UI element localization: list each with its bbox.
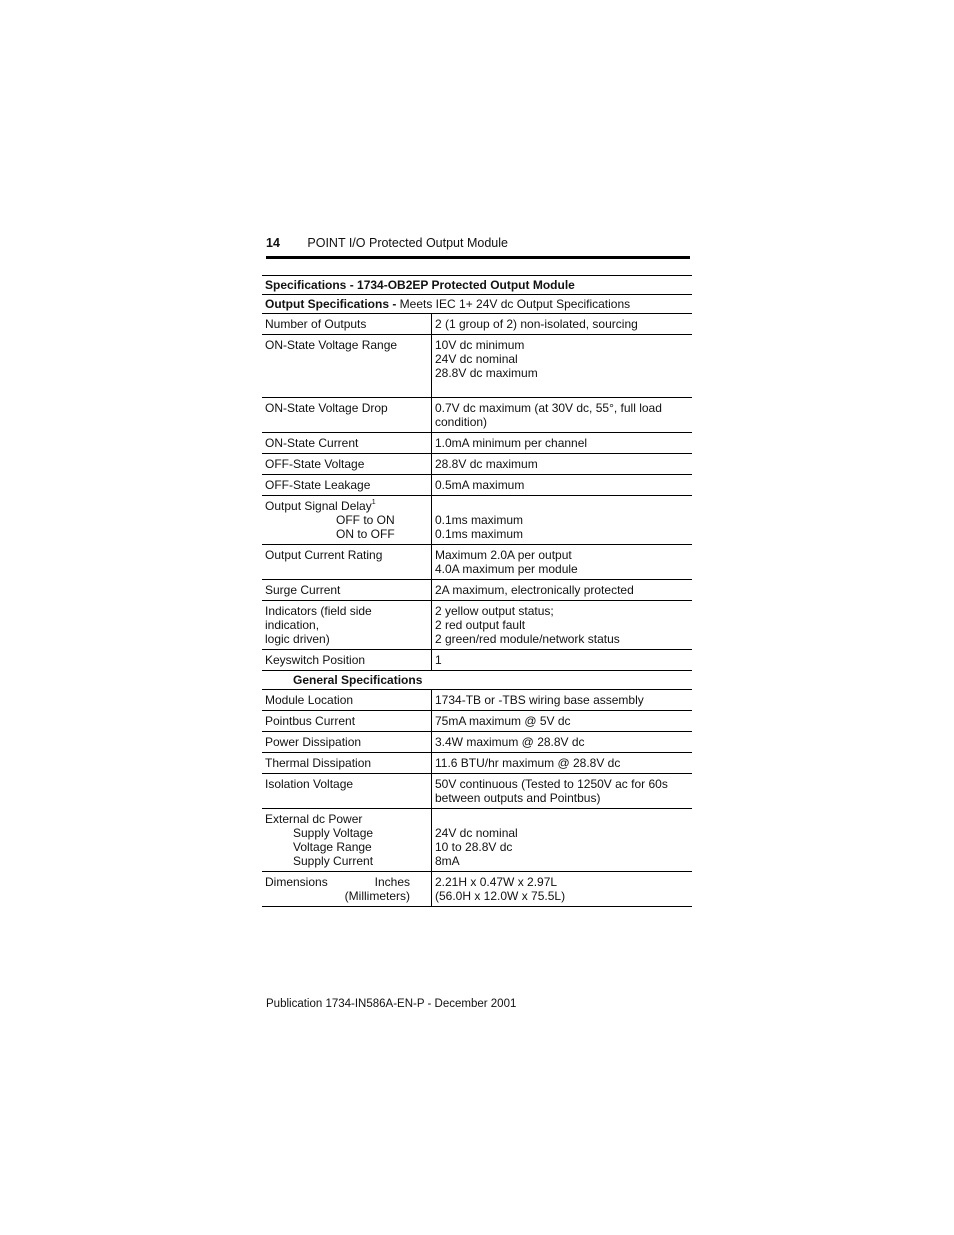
footnote-marker: 1 [371, 499, 376, 506]
output-section-title: Output Specifications - [265, 297, 400, 311]
row-value [432, 601, 693, 650]
row-label: Power Dissipation [262, 732, 432, 753]
sub-label: Supply Current [293, 854, 374, 868]
table-row [262, 601, 692, 650]
table-row [262, 872, 692, 907]
row-label: ON-State Current [262, 433, 432, 454]
row-label [262, 872, 432, 907]
unit-label: Inches [374, 875, 410, 889]
value-line: 2 yellow output status; [435, 604, 554, 618]
sub-label: OFF to ON [336, 513, 395, 527]
spec-table [262, 275, 692, 907]
row-value: 75mA maximum @ 5V dc [432, 711, 693, 732]
value-line: 2.21H x 0.47W x 2.97L [435, 875, 558, 889]
table-title: Specifications - 1734-OB2EP Protected Output Module [262, 276, 692, 295]
table-row [262, 475, 692, 496]
table-row [262, 314, 692, 335]
sub-label: ON to OFF [336, 527, 395, 541]
row-value [432, 398, 693, 433]
row-label: Keyswitch Position [262, 650, 432, 671]
spacer [435, 499, 689, 513]
page-title: POINT I/O Protected Output Module [307, 236, 508, 250]
label-line: Indicators (field side indication, [265, 604, 372, 632]
table-row [262, 545, 692, 580]
row-value [432, 872, 693, 907]
table-row [262, 496, 692, 545]
header-rule [266, 256, 690, 259]
table-row [262, 711, 692, 732]
row-value: 28.8V dc maximum [432, 454, 693, 475]
row-label: Output Current Rating [262, 545, 432, 580]
table-row [262, 690, 692, 711]
row-label: ON-State Voltage Range [262, 335, 432, 398]
value-line: between outputs and Pointbus) [435, 791, 601, 805]
row-value [432, 545, 693, 580]
row-value: 11.6 BTU/hr maximum @ 28.8V dc [432, 753, 693, 774]
row-label: Number of Outputs [262, 314, 432, 335]
table-row [262, 398, 692, 433]
value-line: 2 red output fault [435, 618, 526, 632]
label-line: Dimensions [265, 875, 328, 889]
row-label: OFF-State Leakage [262, 475, 432, 496]
value-line: 4.0A maximum per module [435, 562, 578, 576]
output-section-row [262, 295, 692, 314]
page-header [266, 236, 690, 250]
row-value: 0.5mA maximum [432, 475, 693, 496]
table-title-row [262, 276, 692, 295]
row-label: ON-State Voltage Drop [262, 398, 432, 433]
row-value: 2 (1 group of 2) non-isolated, sourcing [432, 314, 693, 335]
table-row [262, 580, 692, 601]
row-label: Thermal Dissipation [262, 753, 432, 774]
row-value [432, 496, 693, 545]
value-line: 10 to 28.8V dc [435, 840, 513, 854]
row-label [262, 496, 432, 545]
value-line: 10V dc minimum [435, 338, 525, 352]
value-line: 0.1ms maximum [435, 527, 524, 541]
general-section-title: General Specifications [262, 671, 692, 690]
row-label: OFF-State Voltage [262, 454, 432, 475]
row-label: Isolation Voltage [262, 774, 432, 809]
table-row [262, 809, 692, 872]
output-section-note: Meets IEC 1+ 24V dc Output Specifications [399, 297, 631, 311]
row-value: 1 [432, 650, 693, 671]
table-row [262, 650, 692, 671]
publication-footer: Publication 1734-IN586A-EN-P - December 2001 [266, 998, 517, 1010]
sub-label: Supply Voltage [293, 826, 374, 840]
value-line: Maximum 2.0A per output [435, 548, 572, 562]
row-label: Module Location [262, 690, 432, 711]
table-row [262, 335, 692, 398]
row-value: 1.0mA minimum per channel [432, 433, 693, 454]
value-line: 50V continuous (Tested to 1250V ac for 60s [435, 777, 668, 791]
label-text: Output Signal Delay [265, 499, 372, 513]
value-line: 24V dc nominal [435, 826, 518, 840]
row-label: Surge Current [262, 580, 432, 601]
row-label [262, 601, 432, 650]
value-line: condition) [435, 415, 488, 429]
table-row [262, 753, 692, 774]
row-value [432, 774, 693, 809]
table-row [262, 774, 692, 809]
sub-label: Voltage Range [293, 840, 372, 854]
row-value [432, 335, 693, 398]
value-line: 28.8V dc maximum [435, 366, 538, 380]
unit-label: (Millimeters) [344, 889, 410, 903]
value-line: 0.1ms maximum [435, 513, 524, 527]
row-label [262, 809, 432, 872]
row-label: Pointbus Current [262, 711, 432, 732]
value-line: 8mA [435, 854, 460, 868]
table-row [262, 454, 692, 475]
page-number: 14 [266, 236, 280, 250]
row-value: 1734-TB or -TBS wiring base assembly [432, 690, 693, 711]
value-line: (56.0H x 12.0W x 75.5L) [435, 889, 566, 903]
label-line: logic driven) [265, 632, 330, 646]
row-value: 2A maximum, electronically protected [432, 580, 693, 601]
value-line: 24V dc nominal [435, 352, 518, 366]
general-section-row [262, 671, 692, 690]
spacer [435, 812, 689, 826]
label-line: External dc Power [265, 812, 363, 826]
table-row [262, 732, 692, 753]
spacer [435, 380, 689, 394]
row-value: 3.4W maximum @ 28.8V dc [432, 732, 693, 753]
value-line: 0.7V dc maximum (at 30V dc, 55°, full load [435, 401, 662, 415]
row-value [432, 809, 693, 872]
value-line: 2 green/red module/network status [435, 632, 620, 646]
table-row [262, 433, 692, 454]
